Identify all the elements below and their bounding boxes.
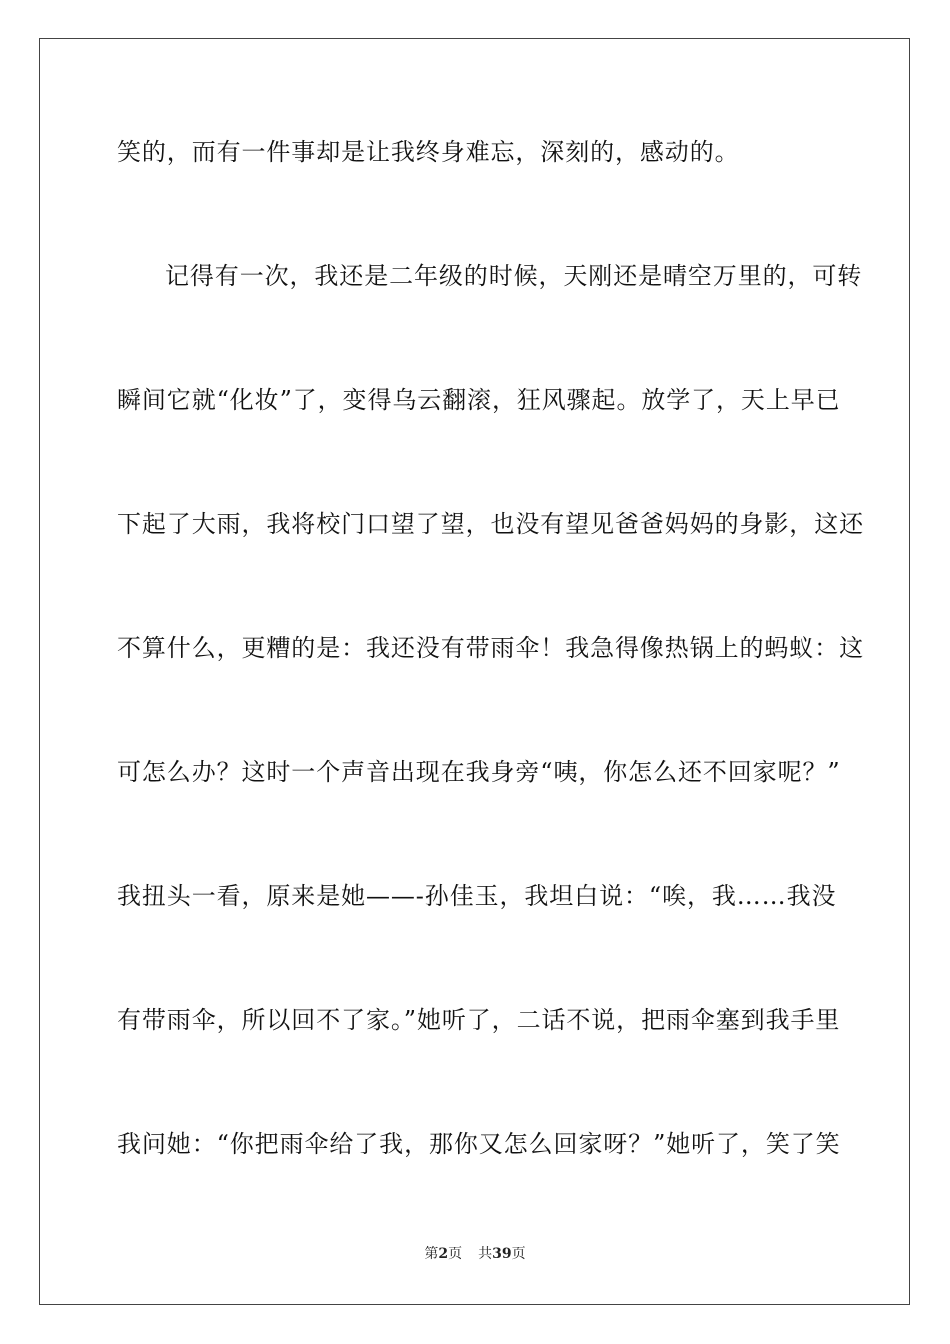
total-suffix: 页 xyxy=(511,1246,526,1262)
text-line-3: 瞬间它就“化妆”了，变得乌云翻滚，狂风骤起。放学了，天上早已 xyxy=(117,386,841,414)
text-line-2: 记得有一次，我还是二年级的时候，天刚还是晴空万里的，可转 xyxy=(165,262,863,290)
page-footer xyxy=(0,1245,950,1263)
page-suffix: 页 xyxy=(448,1246,463,1262)
page-frame xyxy=(39,38,910,1305)
text-line-1: 笑的，而有一件事却是让我终身难忘，深刻的，感动的。 xyxy=(117,138,740,166)
page-number: 2 xyxy=(438,1246,449,1262)
total-pages: 39 xyxy=(492,1246,512,1262)
text-line-5: 不算什么，更糟的是：我还没有带雨伞！我急得像热锅上的蚂蚁：这 xyxy=(117,634,864,662)
text-line-9: 我问她：“你把雨伞给了我，那你又怎么回家呀？”她听了，笑了笑 xyxy=(117,1130,841,1158)
text-line-6: 可怎么办？这时一个声音出现在我身旁“咦，你怎么还不回家呢？” xyxy=(117,758,841,786)
text-line-4: 下起了大雨，我将校门口望了望，也没有望见爸爸妈妈的身影，这还 xyxy=(117,510,864,538)
total-prefix: 共 xyxy=(478,1246,493,1262)
page-prefix: 第 xyxy=(424,1246,439,1262)
text-line-8: 有带雨伞，所以回不了家。”她听了，二话不说，把雨伞塞到我手里 xyxy=(117,1006,841,1034)
text-line-7: 我扭头一看，原来是她——-孙佳玉，我坦白说：“唉，我……我没 xyxy=(117,882,837,910)
